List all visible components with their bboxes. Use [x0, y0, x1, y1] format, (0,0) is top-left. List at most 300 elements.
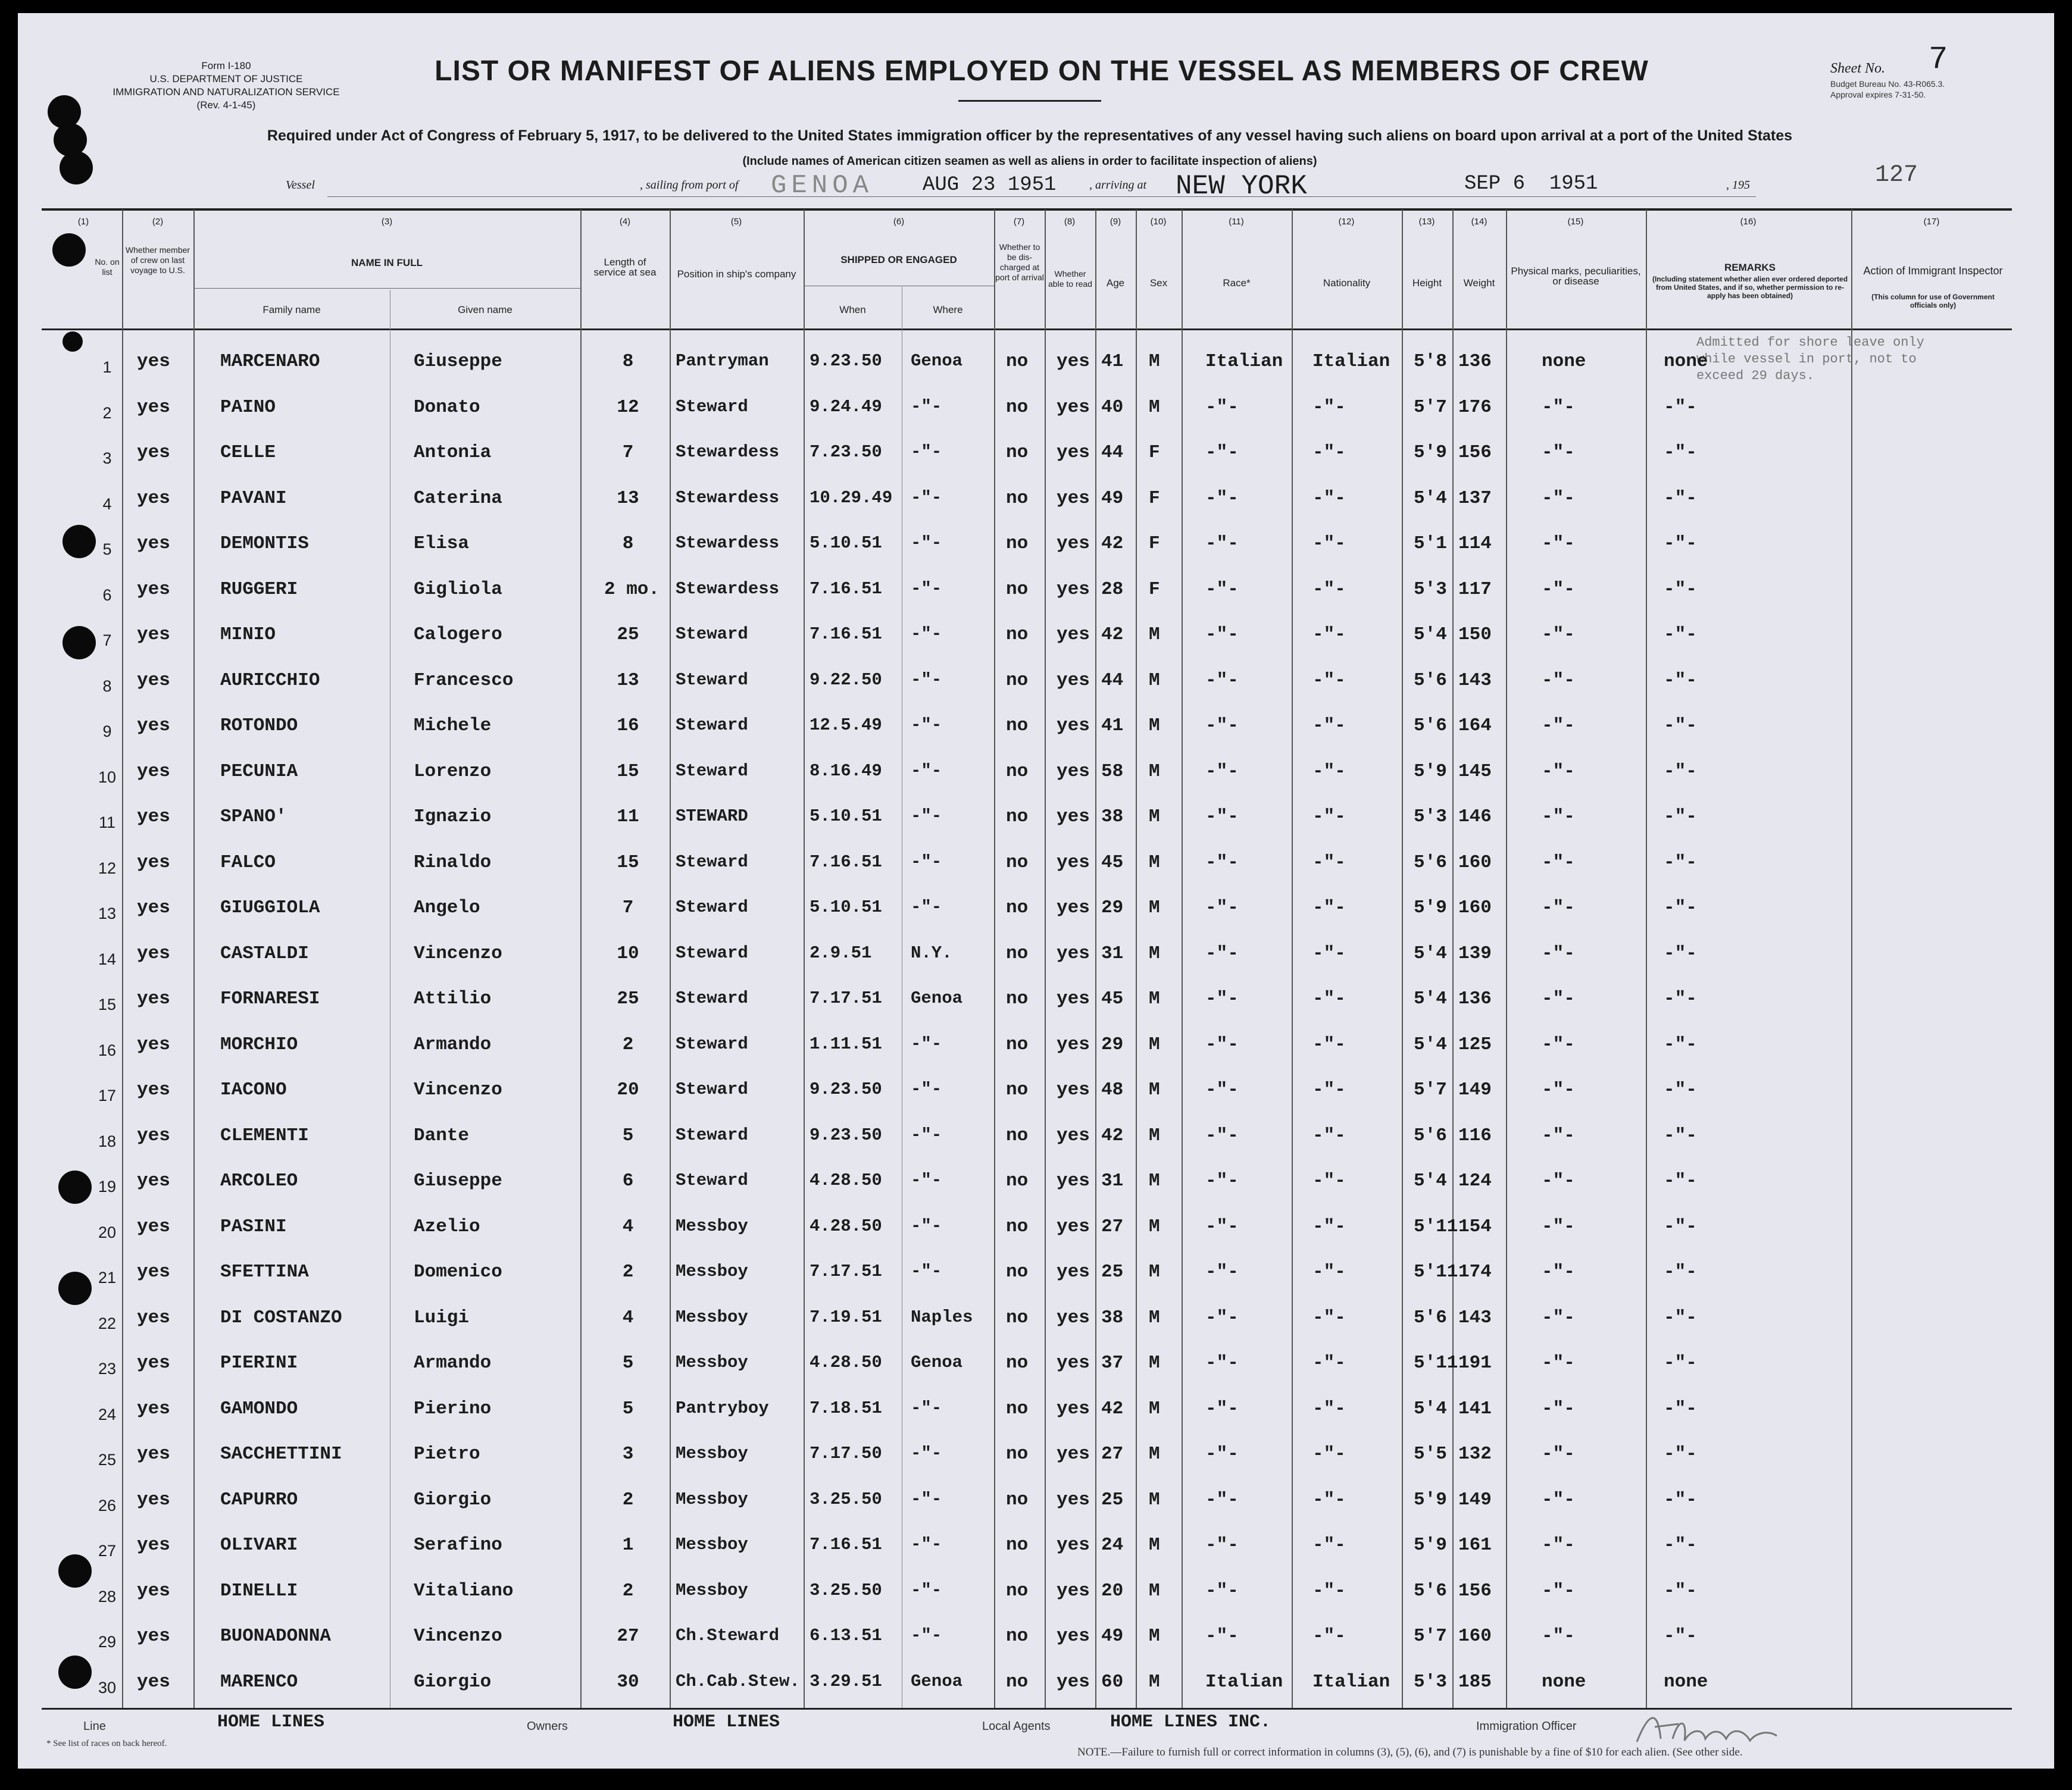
able-to-read-cell: yes: [1057, 533, 1090, 554]
discharged-cell: no: [1006, 1398, 1029, 1419]
given-name-cell: Antonia: [414, 442, 492, 463]
col-divider: [1182, 209, 1183, 1708]
footer-agents-label: Local Agents: [982, 1720, 1051, 1733]
age-cell: 42: [1101, 1398, 1124, 1419]
prev-voyage-cell: yes: [137, 1262, 170, 1282]
family-name-cell: CAPURRO: [220, 1489, 298, 1510]
sex-cell: M: [1149, 1171, 1160, 1191]
physical-marks-cell: -"-: [1542, 897, 1575, 918]
able-to-read-cell: yes: [1057, 1398, 1090, 1419]
given-name-cell: Vincenzo: [414, 1079, 502, 1100]
weight-cell: 143: [1458, 1307, 1492, 1328]
row-number: 15: [98, 996, 117, 1013]
sheet-number: 7: [1929, 42, 1948, 78]
weight-cell: 160: [1458, 852, 1492, 873]
weight-cell: 146: [1458, 806, 1492, 827]
remarks-cell: -"-: [1664, 396, 1697, 418]
shipped-when-cell: 5.10.51: [810, 806, 882, 826]
prev-voyage-cell: yes: [137, 351, 170, 372]
footer-line-value: HOME LINES: [217, 1712, 325, 1732]
race-cell: Italian: [1205, 1671, 1283, 1692]
column-number: (1): [77, 217, 89, 227]
stamp-line: exceed 29 days.: [1696, 368, 1815, 383]
age-cell: 42: [1101, 1125, 1124, 1146]
shipped-where-cell: -"-: [911, 624, 942, 644]
sailing-label: , sailing from port of: [640, 179, 739, 192]
family-name-cell: CASTALDI: [220, 943, 309, 964]
row-number: 22: [98, 1314, 117, 1332]
header-race: Race*: [1223, 277, 1251, 289]
physical-marks-cell: -"-: [1542, 1489, 1575, 1510]
shipped-when-cell: 6.13.51: [810, 1626, 882, 1645]
manifest-sheet: [18, 13, 2054, 1769]
row-number: 13: [98, 905, 117, 922]
row-number: 11: [98, 813, 116, 831]
row-number: 25: [98, 1451, 117, 1469]
header-when: When: [839, 304, 866, 315]
nationality-cell: -"-: [1312, 669, 1346, 691]
position-cell: Steward: [676, 1125, 748, 1145]
page-title: LIST OR MANIFEST OF ALIENS EMPLOYED ON THE VESSEL AS MEMBERS OF CREW: [435, 55, 1649, 87]
discharged-cell: no: [1006, 1171, 1029, 1191]
physical-marks-cell: -"-: [1542, 1034, 1575, 1055]
weight-cell: 145: [1458, 761, 1492, 782]
race-cell: -"-: [1205, 533, 1239, 554]
prev-voyage-cell: yes: [137, 1489, 170, 1510]
header-nationality: Nationality: [1323, 277, 1371, 289]
family-name-cell: MARCENARO: [220, 351, 320, 372]
nationality-cell: -"-: [1312, 1444, 1346, 1464]
header-position: Position in ship's company: [677, 268, 796, 280]
discharged-cell: no: [1006, 943, 1029, 964]
given-name-cell: Vincenzo: [414, 1626, 502, 1647]
physical-marks-cell: -"-: [1542, 988, 1575, 1009]
remarks-cell: none: [1664, 1671, 1708, 1692]
shipped-where-cell: -"-: [911, 1580, 942, 1600]
age-cell: 38: [1101, 1307, 1124, 1328]
nationality-cell: -"-: [1312, 1216, 1346, 1237]
remarks-cell: -"-: [1664, 533, 1697, 554]
column-number: (12): [1338, 217, 1355, 227]
race-cell: -"-: [1205, 442, 1239, 463]
nationality-cell: -"-: [1312, 1489, 1346, 1510]
age-cell: 27: [1101, 1216, 1124, 1237]
weight-cell: 149: [1458, 1079, 1492, 1100]
able-to-read-cell: yes: [1057, 487, 1090, 509]
height-cell: 5'7: [1414, 396, 1447, 418]
race-cell: -"-: [1205, 1444, 1239, 1464]
position-cell: Pantryboy: [676, 1398, 769, 1418]
row-number: 12: [98, 859, 117, 877]
column-number: (2): [152, 217, 164, 227]
shipped-when-cell: 7.16.51: [810, 852, 882, 872]
sex-cell: M: [1149, 351, 1160, 372]
height-cell: 5'6: [1414, 715, 1447, 736]
nationality-cell: -"-: [1312, 988, 1346, 1009]
height-cell: 5'6: [1414, 1307, 1447, 1328]
family-name-cell: MARENCO: [220, 1671, 298, 1692]
able-to-read-cell: yes: [1057, 1626, 1090, 1647]
prev-voyage-cell: yes: [137, 1171, 170, 1191]
given-name-cell: Francesco: [414, 669, 514, 691]
discharged-cell: no: [1006, 761, 1029, 782]
prev-voyage-cell: yes: [137, 1216, 170, 1237]
sex-cell: M: [1149, 1580, 1160, 1601]
col-divider: [1402, 209, 1403, 1708]
discharged-cell: no: [1006, 715, 1029, 736]
family-name-cell: SACCHETTINI: [220, 1444, 342, 1464]
footer-agents-value: HOME LINES INC.: [1110, 1712, 1271, 1732]
age-cell: 44: [1101, 669, 1124, 691]
include-note: (Include names of American citizen seamen as well as aliens in order to facilitate inspection of aliens): [742, 155, 1317, 168]
race-cell: -"-: [1205, 1262, 1239, 1282]
col-divider: [1292, 209, 1293, 1708]
discharged-cell: no: [1006, 1626, 1029, 1647]
column-number: (3): [381, 217, 393, 227]
given-name-cell: Pietro: [414, 1444, 480, 1464]
nationality-cell: -"-: [1312, 806, 1346, 827]
able-to-read-cell: yes: [1057, 897, 1090, 918]
nationality-cell: -"-: [1312, 578, 1346, 600]
nationality-cell: -"-: [1312, 943, 1346, 964]
sex-cell: M: [1149, 988, 1160, 1009]
given-name-cell: Attilio: [414, 988, 492, 1009]
height-cell: 5'6: [1414, 1580, 1447, 1601]
prev-voyage-cell: yes: [137, 761, 170, 782]
service-length-cell: 5: [622, 1353, 634, 1373]
prev-voyage-cell: yes: [137, 988, 170, 1009]
given-name-cell: Elisa: [414, 533, 470, 554]
row-number: 6: [102, 586, 112, 604]
position-cell: Steward: [676, 669, 748, 690]
physical-marks-cell: -"-: [1542, 852, 1575, 873]
race-cell: -"-: [1205, 806, 1239, 827]
row-number: 20: [98, 1223, 117, 1241]
position-cell: Steward: [676, 761, 748, 781]
prev-voyage-cell: yes: [137, 1353, 170, 1373]
able-to-read-cell: yes: [1057, 1216, 1090, 1237]
prev-voyage-cell: yes: [137, 669, 170, 691]
row-number: 10: [98, 768, 117, 786]
age-cell: 41: [1101, 715, 1124, 736]
discharged-cell: no: [1006, 806, 1029, 827]
sex-cell: M: [1149, 852, 1160, 873]
prev-voyage-cell: yes: [137, 897, 170, 918]
remarks-cell: -"-: [1664, 761, 1697, 782]
header-remarks: REMARKS: [1724, 262, 1776, 273]
physical-marks-cell: -"-: [1542, 1626, 1575, 1647]
nationality-cell: -"-: [1312, 1398, 1346, 1419]
physical-marks-cell: -"-: [1542, 442, 1575, 463]
discharged-cell: no: [1006, 1262, 1029, 1282]
col-divider: [1136, 209, 1137, 1708]
weight-cell: 124: [1458, 1171, 1492, 1191]
family-name-cell: GAMONDO: [220, 1398, 298, 1419]
nationality-cell: -"-: [1312, 1307, 1346, 1328]
service-length-cell: 2: [622, 1262, 634, 1282]
page-stamp: 127: [1875, 162, 1918, 189]
shipped-where-cell: Genoa: [911, 1353, 963, 1372]
punch-hole: [52, 233, 86, 267]
sex-cell: M: [1149, 669, 1160, 691]
height-cell: 5'4: [1414, 1034, 1447, 1055]
remarks-cell: -"-: [1664, 1444, 1697, 1464]
remarks-cell: -"-: [1664, 1125, 1697, 1146]
physical-marks-cell: -"-: [1542, 1125, 1575, 1146]
age-cell: 40: [1101, 396, 1124, 418]
shipped-where-cell: -"-: [911, 1489, 942, 1509]
able-to-read-cell: yes: [1057, 988, 1090, 1009]
sex-cell: M: [1149, 396, 1160, 418]
given-name-cell: Serafino: [414, 1535, 502, 1556]
prev-voyage-cell: yes: [137, 1125, 170, 1146]
sex-cell: M: [1149, 1353, 1160, 1373]
service-length-cell: 3: [622, 1444, 634, 1464]
race-cell: -"-: [1205, 669, 1239, 691]
physical-marks-cell: -"-: [1542, 1398, 1575, 1419]
given-name-cell: Dante: [414, 1125, 470, 1146]
header-given-name: Given name: [458, 304, 512, 315]
footer-line-label: Line: [83, 1720, 106, 1733]
position-cell: Steward: [676, 624, 748, 644]
weight-cell: 160: [1458, 1626, 1492, 1647]
family-name-cell: FORNARESI: [220, 988, 320, 1009]
height-cell: 5'11: [1414, 1262, 1458, 1282]
discharged-cell: no: [1006, 1034, 1029, 1055]
discharged-cell: no: [1006, 624, 1029, 645]
remarks-cell: -"-: [1664, 1307, 1697, 1328]
service-length-cell: 13: [617, 669, 639, 691]
family-name-cell: MORCHIO: [220, 1034, 298, 1055]
shipped-where-cell: -"-: [911, 1398, 942, 1418]
discharged-cell: no: [1006, 669, 1029, 691]
column-number: (10): [1150, 217, 1167, 227]
physical-marks-cell: none: [1542, 351, 1586, 372]
discharged-cell: no: [1006, 852, 1029, 873]
shipped-where-cell: Naples: [911, 1307, 973, 1327]
race-cell: -"-: [1205, 1171, 1239, 1191]
physical-marks-cell: -"-: [1542, 1444, 1575, 1464]
nationality-cell: -"-: [1312, 487, 1346, 509]
weight-cell: 156: [1458, 442, 1492, 463]
prev-voyage-cell: yes: [137, 578, 170, 600]
footer-officer-label: Immigration Officer: [1476, 1720, 1577, 1733]
remarks-cell: -"-: [1664, 1262, 1697, 1282]
service-length-cell: 25: [617, 624, 639, 645]
shipped-when-cell: 7.17.51: [810, 1262, 882, 1281]
given-name-cell: Luigi: [414, 1307, 470, 1328]
header-sex: Sex: [1149, 277, 1168, 289]
race-cell: -"-: [1205, 487, 1239, 509]
remarks-cell: -"-: [1664, 442, 1697, 463]
height-cell: 5'9: [1414, 442, 1447, 463]
prev-voyage-cell: yes: [137, 1580, 170, 1601]
header-age: Age: [1106, 277, 1125, 289]
row-number: 14: [98, 950, 117, 968]
col-divider: [994, 209, 995, 1708]
physical-marks-cell: -"-: [1542, 943, 1575, 964]
remarks-cell: -"-: [1664, 943, 1697, 964]
prev-voyage-cell: yes: [137, 715, 170, 736]
age-cell: 58: [1101, 761, 1124, 782]
age-cell: 38: [1101, 806, 1124, 827]
position-cell: Pantryman: [676, 351, 769, 371]
family-name-cell: SFETTINA: [220, 1262, 309, 1282]
weight-cell: 137: [1458, 487, 1492, 509]
shipped-when-cell: 9.23.50: [810, 1079, 882, 1099]
discharged-cell: no: [1006, 533, 1029, 554]
discharged-cell: no: [1006, 578, 1029, 600]
nationality-cell: Italian: [1312, 1671, 1390, 1692]
family-name-cell: MINIO: [220, 624, 276, 645]
col-divider: [1851, 209, 1852, 1708]
height-cell: 5'9: [1414, 1489, 1447, 1510]
service-length-cell: 15: [617, 852, 639, 873]
shipped-when-cell: 9.22.50: [810, 669, 882, 690]
race-cell: -"-: [1205, 1626, 1239, 1647]
nationality-cell: -"-: [1312, 1125, 1346, 1146]
form-department: U.S. DEPARTMENT OF JUSTICE: [149, 73, 303, 85]
shipped-where-cell: -"-: [911, 715, 942, 735]
position-cell: Messboy: [676, 1216, 748, 1236]
weight-cell: 139: [1458, 943, 1492, 964]
port-from: GENOA: [771, 171, 874, 201]
row-number: 17: [98, 1087, 117, 1104]
shipped-where-cell: N.Y.: [911, 943, 952, 963]
header-height: Height: [1412, 277, 1442, 289]
position-cell: Steward: [676, 1034, 748, 1054]
given-name-cell: Angelo: [414, 897, 480, 918]
row-number: 9: [102, 722, 112, 740]
shipped-where-cell: Genoa: [911, 988, 963, 1008]
prev-voyage-cell: yes: [137, 1307, 170, 1328]
physical-marks-cell: -"-: [1542, 487, 1575, 509]
arriving-label: , arriving at: [1089, 179, 1147, 192]
prev-voyage-cell: yes: [137, 1079, 170, 1100]
position-cell: Stewardess: [676, 487, 780, 508]
shipped-when-cell: 3.25.50: [810, 1580, 882, 1600]
race-cell: -"-: [1205, 1079, 1239, 1100]
height-cell: 5'1: [1414, 533, 1447, 554]
family-name-cell: SPANO': [220, 806, 287, 827]
title-underline: [958, 100, 1101, 102]
age-cell: 25: [1101, 1489, 1124, 1510]
service-length-cell: 12: [617, 396, 639, 418]
service-length-cell: 7: [622, 442, 634, 463]
remarks-cell: -"-: [1664, 1171, 1697, 1191]
stamp-line: while vessel in port, not to: [1696, 352, 1917, 367]
col-divider: [804, 209, 805, 1708]
age-cell: 42: [1101, 624, 1124, 645]
shipped-where-cell: -"-: [911, 1262, 942, 1281]
family-name-cell: BUONADONNA: [220, 1626, 332, 1647]
vessel-label: Vessel: [286, 179, 315, 192]
race-cell: -"-: [1205, 1216, 1239, 1237]
service-length-cell: 8: [622, 533, 634, 554]
able-to-read-cell: yes: [1057, 351, 1090, 372]
physical-marks-cell: -"-: [1542, 1307, 1575, 1328]
col-divider: [193, 209, 195, 1708]
nationality-cell: Italian: [1312, 351, 1390, 372]
service-length-cell: 4: [622, 1216, 634, 1237]
height-cell: 5'9: [1414, 1535, 1447, 1556]
position-cell: Stewardess: [676, 442, 780, 462]
header-where: Where: [933, 304, 963, 315]
weight-cell: 143: [1458, 669, 1492, 691]
able-to-read-cell: yes: [1057, 1353, 1090, 1373]
shipped-where-cell: -"-: [911, 1216, 942, 1236]
position-cell: Messboy: [676, 1580, 748, 1600]
shipped-when-cell: 7.17.51: [810, 988, 882, 1008]
remarks-cell: -"-: [1664, 1580, 1697, 1601]
row-number: 24: [98, 1405, 117, 1423]
col-divider: [1045, 209, 1046, 1708]
position-cell: Steward: [676, 943, 748, 963]
service-length-cell: 5: [622, 1398, 634, 1419]
race-cell: -"-: [1205, 852, 1239, 873]
height-cell: 5'4: [1414, 1171, 1447, 1191]
shipped-where-cell: -"-: [911, 669, 942, 690]
height-cell: 5'4: [1414, 1398, 1447, 1419]
officer-signature: [1631, 1706, 1780, 1748]
prev-voyage-cell: yes: [137, 442, 170, 463]
shipped-where-cell: -"-: [911, 578, 942, 599]
physical-marks-cell: -"-: [1542, 1079, 1575, 1100]
remarks-cell: -"-: [1664, 487, 1697, 509]
age-cell: 24: [1101, 1535, 1124, 1556]
able-to-read-cell: yes: [1057, 396, 1090, 418]
physical-marks-cell: -"-: [1542, 578, 1575, 600]
given-name-cell: Caterina: [414, 487, 502, 509]
weight-cell: 176: [1458, 396, 1492, 418]
weight-cell: 185: [1458, 1671, 1492, 1692]
race-cell: -"-: [1205, 1034, 1239, 1055]
header-length-service: Length of service at sea: [593, 256, 657, 278]
penalty-note: NOTE.—Failure to furnish full or correct information in columns (3), (5), (6), and (7) is punishable by a fine of $10 for each alien. (See other side.: [1077, 1746, 1743, 1758]
shipped-where-cell: -"-: [911, 396, 942, 417]
age-cell: 37: [1101, 1353, 1124, 1373]
header-inspector: Action of Immigrant Inspector: [1863, 265, 2003, 277]
row-number: 3: [102, 449, 112, 467]
service-length-cell: 15: [617, 761, 639, 782]
service-length-cell: 13: [617, 487, 639, 509]
row-number: 26: [98, 1496, 117, 1514]
physical-marks-cell: -"-: [1542, 1580, 1575, 1601]
name-subheader-line: [193, 288, 580, 289]
remarks-cell: -"-: [1664, 624, 1697, 645]
height-cell: 5'3: [1414, 578, 1447, 600]
column-number: (4): [619, 217, 631, 227]
family-name-cell: CLEMENTI: [220, 1125, 309, 1146]
family-name-cell: PIERINI: [220, 1353, 298, 1373]
weight-cell: 132: [1458, 1444, 1492, 1464]
remarks-cell: -"-: [1664, 897, 1697, 918]
given-name-cell: Michele: [414, 715, 492, 736]
sex-cell: M: [1149, 806, 1160, 827]
position-cell: Steward: [676, 897, 748, 917]
height-cell: 5'7: [1414, 1626, 1447, 1647]
position-cell: Ch.Cab.Stew.: [676, 1671, 800, 1691]
given-name-cell: Calogero: [414, 624, 502, 645]
service-length-cell: 10: [617, 943, 639, 964]
discharged-cell: no: [1006, 442, 1029, 463]
given-name-cell: Domenico: [414, 1262, 502, 1282]
header-remarks-sub: (Including statement whether alien ever ordered deported from United States, and if so, whether permission to re-apply has been obtained): [1652, 275, 1848, 300]
header-family-name: Family name: [262, 304, 321, 315]
able-to-read-cell: yes: [1057, 1489, 1090, 1510]
position-cell: Stewardess: [676, 533, 780, 553]
prev-voyage-cell: yes: [137, 943, 170, 964]
